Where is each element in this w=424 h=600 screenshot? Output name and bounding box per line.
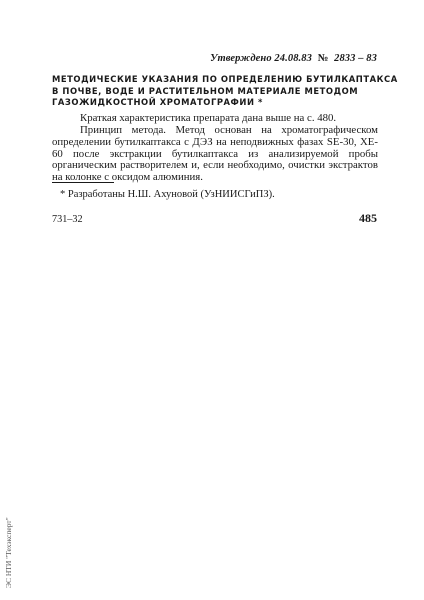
title-line-3: ГАЗОЖИДКОСТНОЙ ХРОМАТОГРАФИИ * xyxy=(52,97,263,108)
document-title xyxy=(52,74,398,109)
number-sign: № xyxy=(317,53,329,64)
page-number: 485 xyxy=(359,211,377,225)
footnote-authors: * Разработаны Н.Ш. Ахуновой (УзНИИСГиПЗ). xyxy=(60,189,275,200)
approval-number: 2833 – 83 xyxy=(334,53,377,64)
title-line-2: В ПОЧВЕ, ВОДЕ И РАСТИТЕЛЬНОМ МАТЕРИАЛЕ МЕТОДОМ xyxy=(52,85,359,96)
title-line-1: МЕТОДИЧЕСКИЕ УКАЗАНИЯ ПО ОПРЕДЕЛЕНИЮ БУТИЛКАПТАКСА xyxy=(52,74,398,84)
approval-label: Утверждено 24.08.83 xyxy=(210,53,312,64)
approval-line xyxy=(210,53,377,64)
side-stamp: ЭС НТИ "Техэксперт" xyxy=(4,517,13,588)
document-code: 731–32 xyxy=(52,214,83,225)
paragraph-characteristics: Краткая характеристика препарата дана выше на с. 480. xyxy=(80,112,337,124)
footnote-divider xyxy=(52,182,114,183)
paragraph-method-principle: Принцип метода. Метод основан на хроматографическом определении бутилкаптакса с ДЭЗ на неподвижных фазах SE-30, XE-60 после экстракции бутилкаптакса из анализируемой пробы органическим растворителем и, если необходимо, очистки экстрактов на колонке с оксидом алюминия. xyxy=(52,124,378,184)
